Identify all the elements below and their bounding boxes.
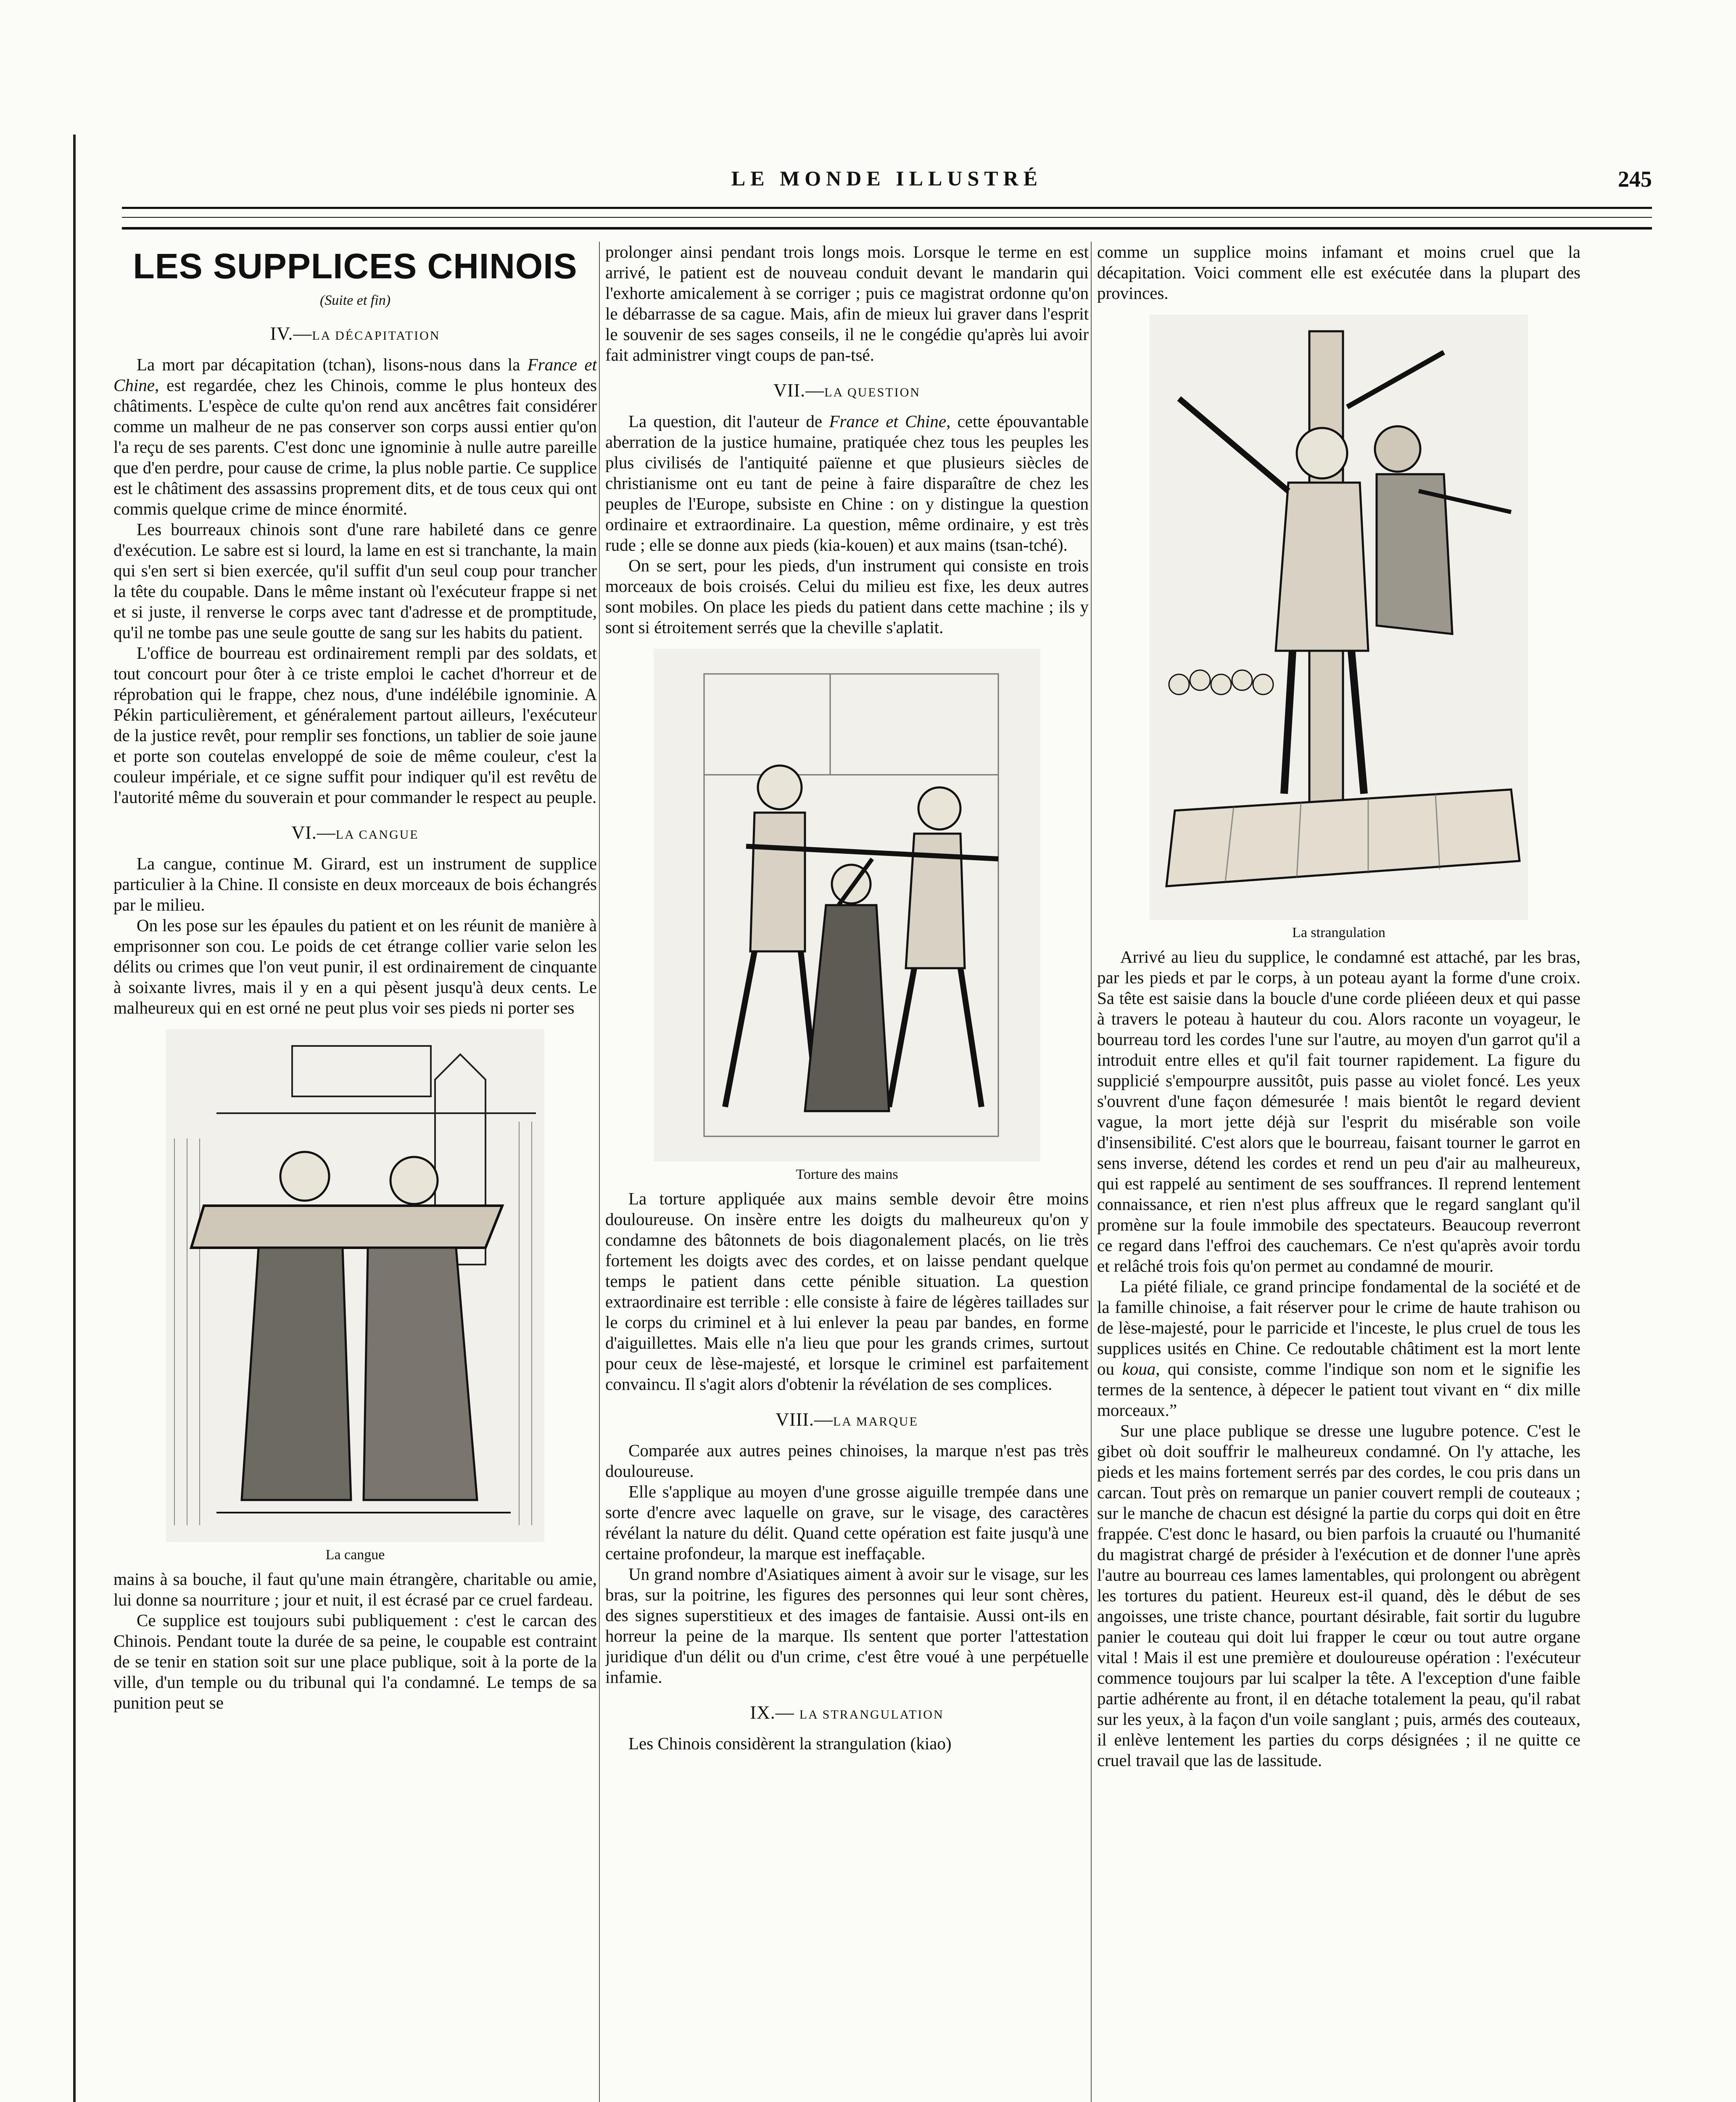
- page-number: 245: [1618, 166, 1652, 192]
- column-separator: [599, 242, 600, 2102]
- paragraph: La question, dit l'auteur de France et Chine, cette épouvantable aberration de la justice humaine, pratiquée chez tous les peuples les plus civilisés de l'antiquité païenne et que plusieurs siècles de christianisme ont eu tant de peine à faire disparaître de chez les peuples de l'Europe, subsiste en Chine : on y distingue la question ordinaire et extraordinaire. La question, même ordinaire, y est très rude ; elle se donne aux pieds (kia-kouen) et aux mains (tsan-tché).: [605, 412, 1089, 555]
- paragraph: La mort par décapitation (tchan), lisons-nous dans la France et Chine, est regardée, chez les Chinois, comme le plus honteux des châtiments. L'espèce de culte qu'on rend aux ancêtres fait considérer comme un malheur de ne pas conserver son corps aussi entier qu'on l'a reçu de ses parents. C'est donc une ignominie à nulle autre pareille que d'en perdre, pour cause de crime, la plus noble partie. Ce supplice est le châtiment des assassins proprement dits, et de tous ceux qui ont commis quelque crime de mince énormité.: [113, 355, 597, 518]
- section-number: IX.—: [750, 1702, 799, 1723]
- figure-torture-mains: [605, 649, 1089, 1183]
- paragraph: Arrivé au lieu du supplice, le condamné est attaché, par les bras, par les pieds et par le corps, à un poteau ayant la forme d'une croix. Sa tête est saisie dans la boucle d'une corde pliéeen deux et qui passe à travers le poteau à hauteur du cou. Alors raconte un voyageur, le bourreau tord les cordes l'une sur l'autre, au moyen d'un garrot qu'il a introduit entre elles et qu'il fait tourner rapidement. La figure du supplicié s'empourpre aussitôt, puis passe au violet foncé. Les yeux s'ouvrent d'une façon démesurée ! mais bientôt le regard devient vague, la mort jette déjà sur l'esprit du misérable son voile d'insensibilité. C'est alors que le bourreau, faisant tourner le garrot en sens inverse, détend les cordes et rend un peu d'air au malheureux, qui est rappelé au sentiment de ses souffrances. Il reprend lentement connaissance, et rien n'est plus affreux que le regard sanglant qu'il promène sur la foule immobile des spectateurs. Beaucoup reverront ce regard dans l'effroi des cauchemars. Ce n'est qu'après avoir tordu et relâché trois fois qu'on permet au condamné de mourir.: [1097, 947, 1580, 1275]
- paragraph: comme un supplice moins infamant et moins cruel que la décapitation. Voici comment elle est exécutée dans la plupart des provinces.: [1097, 242, 1580, 303]
- section-heading-viii: [605, 1409, 1089, 1430]
- paragraph: Ce supplice est toujours subi publiquement : c'est le carcan des Chinois. Pendant toute la durée de sa peine, le coupable est contraint de se tenir en station soit sur une place publique, soit à la porte de la ville, d'un temple ou du tribunal qui l'a condamné. Le temps de sa punition peut se: [113, 1611, 597, 1712]
- book-title: France et Chine: [113, 355, 597, 395]
- column-2: [605, 242, 1089, 2102]
- article-title: LES SUPPLICES CHINOIS: [133, 246, 578, 286]
- section-heading-vii: [605, 380, 1089, 401]
- term-koua: koua: [1122, 1359, 1156, 1378]
- section-title: LA CANGUE: [335, 828, 419, 842]
- paragraph: mains à sa bouche, il faut qu'une main étrangère, charitable ou amie, lui donne sa nourriture ; jour et nuit, il est écrasé par ce cruel fardeau.: [113, 1569, 597, 1609]
- column-3: [1097, 242, 1580, 2102]
- masthead: LE MONDE ILLUSTRÉ: [731, 166, 1043, 190]
- figure-caption: La cangue: [325, 1547, 385, 1563]
- page-edge-line: [73, 135, 76, 2102]
- paragraph: Les Chinois considèrent la strangulation (kiao): [628, 1734, 952, 1753]
- section-number: IV.—: [270, 323, 312, 344]
- paragraph: L'office de bourreau est ordinairement rempli par des soldats, et tout concourt pour ôter à ce triste emploi le cachet d'horreur et de réprobation qui le frappe, chez nous, d'une indélébile ignominie. A Pékin particulièrement, et généralement partout ailleurs, l'exécuteur de la justice revêt, pour remplir ses fonctions, un tablier de soie jaune et porte son coutelas enveloppé de soie de même couleur, c'est la couleur impériale, et ce signe suffit pour indiquer qu'il est revêtu de l'autorité même du souverain et pour commander le respect au peuple.: [113, 643, 597, 807]
- paragraph: La cangue, continue M. Girard, est un instrument de supplice particulier à la Chine. Il consiste en deux morceaux de bois échangrés par le milieu.: [113, 854, 597, 914]
- header-rule-thick: [122, 227, 1652, 230]
- section-number: VIII.—: [776, 1409, 833, 1430]
- section-title: LA STRANGULATION: [799, 1708, 944, 1722]
- paragraph: Elle s'applique au moyen d'une grosse aiguille trempée dans une sorte d'encre avec laquelle on grave, sur le visage, des caractères révélant la nature du délit. Quand cette opération est faite jusqu'à une certaine profondeur, la marque est ineffaçable.: [605, 1482, 1089, 1563]
- section-number: VI.—: [291, 822, 336, 843]
- figure-cangue: [113, 1029, 597, 1563]
- hand-torture-illustration: [654, 649, 1040, 1162]
- section-title: LA QUESTION: [824, 386, 921, 399]
- header-rule-thin: [122, 217, 1652, 218]
- paragraph: Un grand nombre d'Asiatiques aiment à avoir sur le visage, sur les bras, sur la poitrine, les figures des personnes qui leur sont chères, des signes superstitieux et des images de fantaisie. Aussi ont-ils en horreur la peine de la marque. Ils sentent que porter l'attestation juridique d'un délit ou d'un crime, c'est être voué à une perpétuelle infamie.: [605, 1564, 1089, 1687]
- strangulation-illustration: [1150, 314, 1528, 920]
- paragraph: La torture appliquée aux mains semble devoir être moins douloureuse. On insère entre les doigts du malheureux qu'on y condamne des bâtonnets de bois diagonalement placés, on lie très fortement les doigts avec des cordes, et on laisse pendant quelque temps le patient dans cette pénible situation. La question extraordinaire est terrible : elle consiste à faire de légères taillades sur le corps du criminel et à lui enlever la peau par bandes, en forme d'aiguillettes. Mais elle n'a lieu que pour les grands crimes, surtout pour ceux de lèse-majesté, et lorsque le criminel est parfaitement convaincu. Il s'agit alors d'obtenir la révélation de ses complices.: [605, 1189, 1089, 1394]
- section-title: LA DÉCAPITATION: [312, 329, 441, 343]
- section-heading-vi: [113, 822, 597, 843]
- column-1: [113, 242, 597, 2102]
- header-rule: [122, 207, 1652, 209]
- section-heading-ix: [605, 1702, 1089, 1723]
- figure-strangulation: [1097, 314, 1580, 941]
- figure-caption: Torture des mains: [796, 1167, 898, 1182]
- paragraph: On les pose sur les épaules du patient et on les réunit de manière à emprisonner son cou. Le poids de cet étrange collier varie selon les délits ou crimes que l'on veut punir, il est ordinairement de cinquante à soixante livres, mais il y en a qui pèsent jusqu'à deux cents. Le malheureux qui en est orné ne peut plus voir ses pieds ni porter ses: [113, 916, 597, 1017]
- paragraph: On se sert, pour les pieds, d'un instrument qui consiste en trois morceaux de bois croisés. Celui du milieu est fixe, les deux autres sont mobiles. On place les pieds du patient dans cette machine ; ils y sont si étroitement serrés que la cheville s'aplatit.: [605, 556, 1089, 637]
- book-title: France et Chine: [829, 412, 947, 431]
- section-number: VII.—: [773, 380, 825, 401]
- page-header: [122, 166, 1652, 200]
- paragraph: Les bourreaux chinois sont d'une rare habileté dans ce genre d'exécution. Le sabre est si lourd, la lame en est si tranchante, la main qui s'en sert si bien exercée, qu'il suffit d'un seul coup pour trancher la tête du coupable. Dans le même instant où l'exécuteur frappe si net et si juste, il renverse le corps avec tant d'adresse et de promptitude, qu'il ne tombe pas une seule goutte de sang sur les habits du patient.: [113, 520, 597, 642]
- article-subtitle: (Suite et fin): [319, 293, 391, 308]
- section-heading-iv: [113, 323, 597, 344]
- figure-caption: La strangulation: [1292, 925, 1385, 940]
- paragraph: La piété filiale, ce grand principe fondamental de la société et de la famille chinoise, a fait réserver pour le crime de haute trahison ou de lèse-majesté, pour le parricide et l'inceste, le plus cruel de tous les supplices usités en Chine. Ce redoutable châtiment est la mort lente ou koua, qui consiste, comme l'indique son nom et le signifie les termes de la sentence, à dépecer le patient tout vivant en “ dix mille morceaux.”: [1097, 1277, 1580, 1420]
- paragraph: Sur une place publique se dresse une lugubre potence. C'est le gibet où doit souffrir le malheureux condamné. On l'y attache, les pieds et les mains fortement serrés par des cordes, le cou pris dans un carcan. Tout près on remarque un panier couvert rempli de couteaux ; sur le manche de chacun est désigné la partie du corps qui doit en être frappée. C'est donc le hasard, ou bien parfois la cruauté ou l'humanité du magistrat chargé de présider à l'exécution et de donner l'une après l'autre au bourreau ces lames lamentables, qui prolongent ou abrègent les tortures du patient. Heureux est-il quand, dès le début de ses angoisses, une triste chance, pourtant désirable, fait sortir du lugubre panier le couteau qui doit lui frapper le cœur ou tout autre organe vital ! Mais il est une première et douloureuse opération : l'exécuteur commence toujours par lui scalper la tête. A l'exception d'une faible partie adhérente au front, il en détache totalement la peau, qu'il rabat sur les yeux, à la façon d'un voile sanglant ; puis, armés des couteaux, il enlève lentement les parties du corps désignées ; il ne quitte ce cruel travail que las de lassitude.: [1097, 1421, 1580, 1770]
- column-separator: [1091, 242, 1092, 2102]
- paragraph: prolonger ainsi pendant trois longs mois. Lorsque le terme en est arrivé, le patient est de nouveau conduit devant le mandarin qui l'exhorte amicalement à se corriger ; puis ce magistrat ordonne qu'on le débarrasse de sa cague. Mais, afin de mieux lui graver dans l'esprit le souvenir de ses sages conseils, il ne le congédie qu'après lui avoir fait administrer vingt coups de pan-tsé.: [605, 242, 1089, 364]
- section-title: LA MARQUE: [833, 1415, 918, 1429]
- cangue-illustration: [166, 1029, 544, 1542]
- paragraph: Comparée aux autres peines chinoises, la marque n'est pas très douloureuse.: [605, 1441, 1089, 1481]
